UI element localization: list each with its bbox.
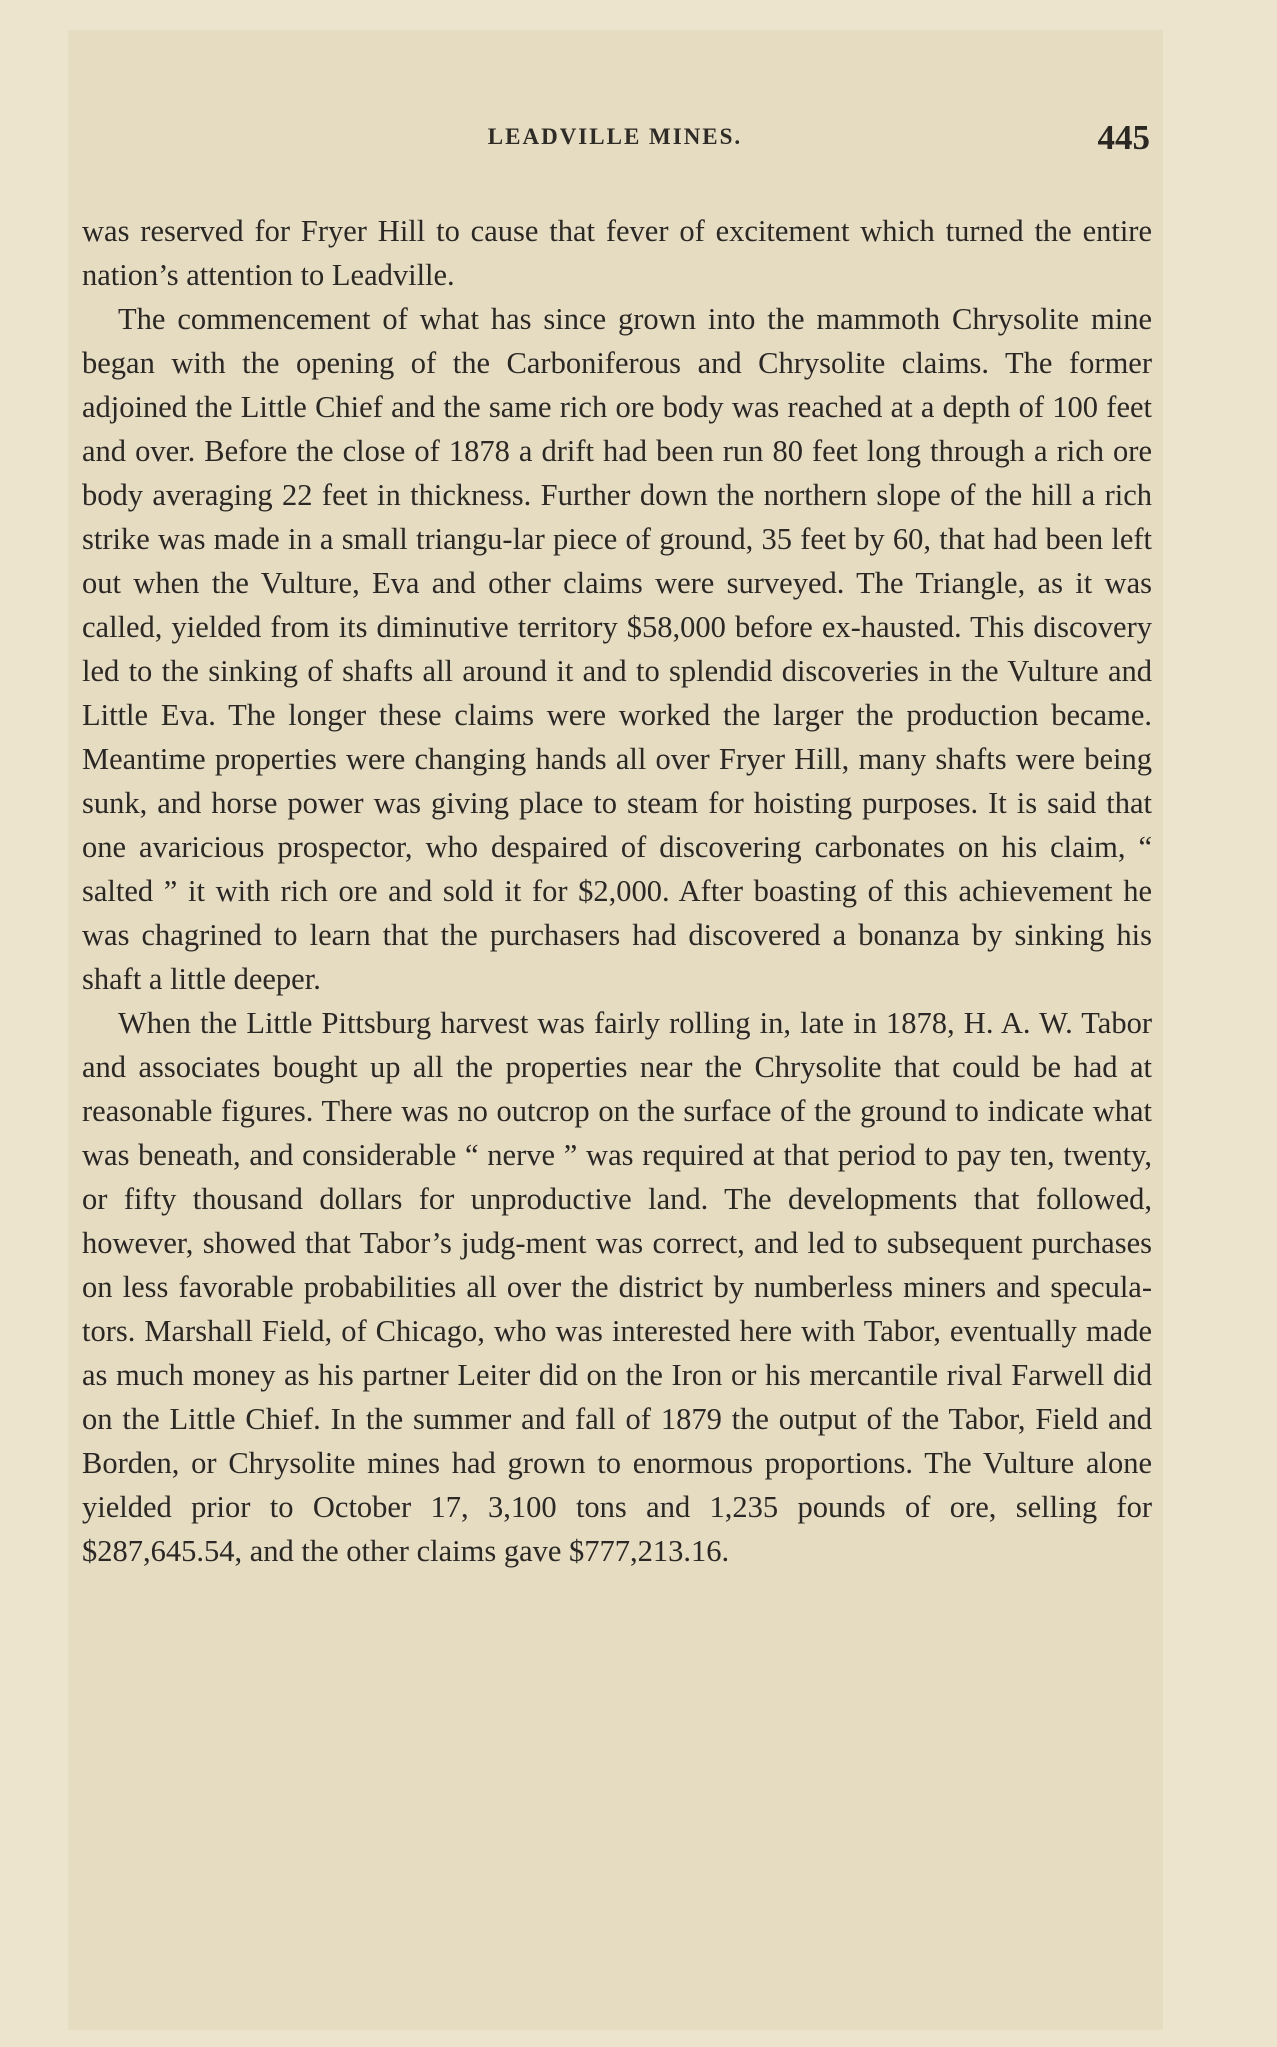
paragraph-3: When the Little Pittsburg harvest was fairly rolling in, late in 1878, H. A. W. Tabor and associates bought up all the properties near the Chrysolite that could be had at reasonable figures. There was no outcrop on the surface of the ground to indicate what was beneath, and considerable “ nerve ” was required at that period to pay ten, twenty, or fifty thousand dollars for unproductive land. The developments that followed, however, showed that Tabor’s judg-ment was correct, and led to subsequent purchases on less favorable probabilities all over the district by numberless miners and specula-tors. Marshall Field, of Chicago, who was interested here with Tabor, eventually made as much money as his partner Leiter did on the Iron or his mercantile rival Farwell did on the Little Chief. In the summer and fall of 1879 the output of the Tabor, Field and Borden, or Chrysolite mines had grown to enormous proportions. The Vulture alone yielded prior to October 17, 3,100 tons and 1,235 pounds of ore, selling for $287,645.54, and the other claims gave $777,213.16. bbox=[82, 1006, 1152, 1568]
paragraph-2: The commencement of what has since grown into the mammoth Chrysolite mine began with the opening of the Carboniferous and Chrysolite claims. The former adjoined the Little Chief and the same rich ore body was reached at a depth of 100 feet and over. Before the close of 1878 a drift had been run 80 feet long through a rich ore body averaging 22 feet in thickness. Further down the northern slope of the hill a rich strike was made in a small triangu-lar piece of ground, 35 feet by 60, that had been left out when the Vulture, Eva and other claims were surveyed. The Triangle, as it was called, yielded from its diminutive territory $58,000 before ex-hausted. This discovery led to the sinking of shafts all around it and to splendid discoveries in the Vulture and Little Eva. The longer these claims were worked the larger the production became. Meantime properties were changing hands all over Fryer Hill, many shafts were being sunk, and horse power was giving place to steam for hoisting purposes. It is said that one avaricious prospector, who despaired of discovering carbonates on his claim, “ salted ” it with rich ore and sold it for $2,000. After boasting of this achievement he was chagrined to learn that the purchasers had discovered a bonanza by sinking his shaft a little deeper. bbox=[82, 302, 1152, 996]
page-number: 445 bbox=[1097, 118, 1150, 157]
body-text bbox=[82, 209, 1152, 1573]
running-head: LEADVILLE MINES. bbox=[487, 124, 743, 149]
paragraph-1: was reserved for Fryer Hill to cause that fever of excitement which turned the entire nation’s attention to Leadville. bbox=[82, 214, 1152, 292]
page-header bbox=[80, 118, 1150, 158]
